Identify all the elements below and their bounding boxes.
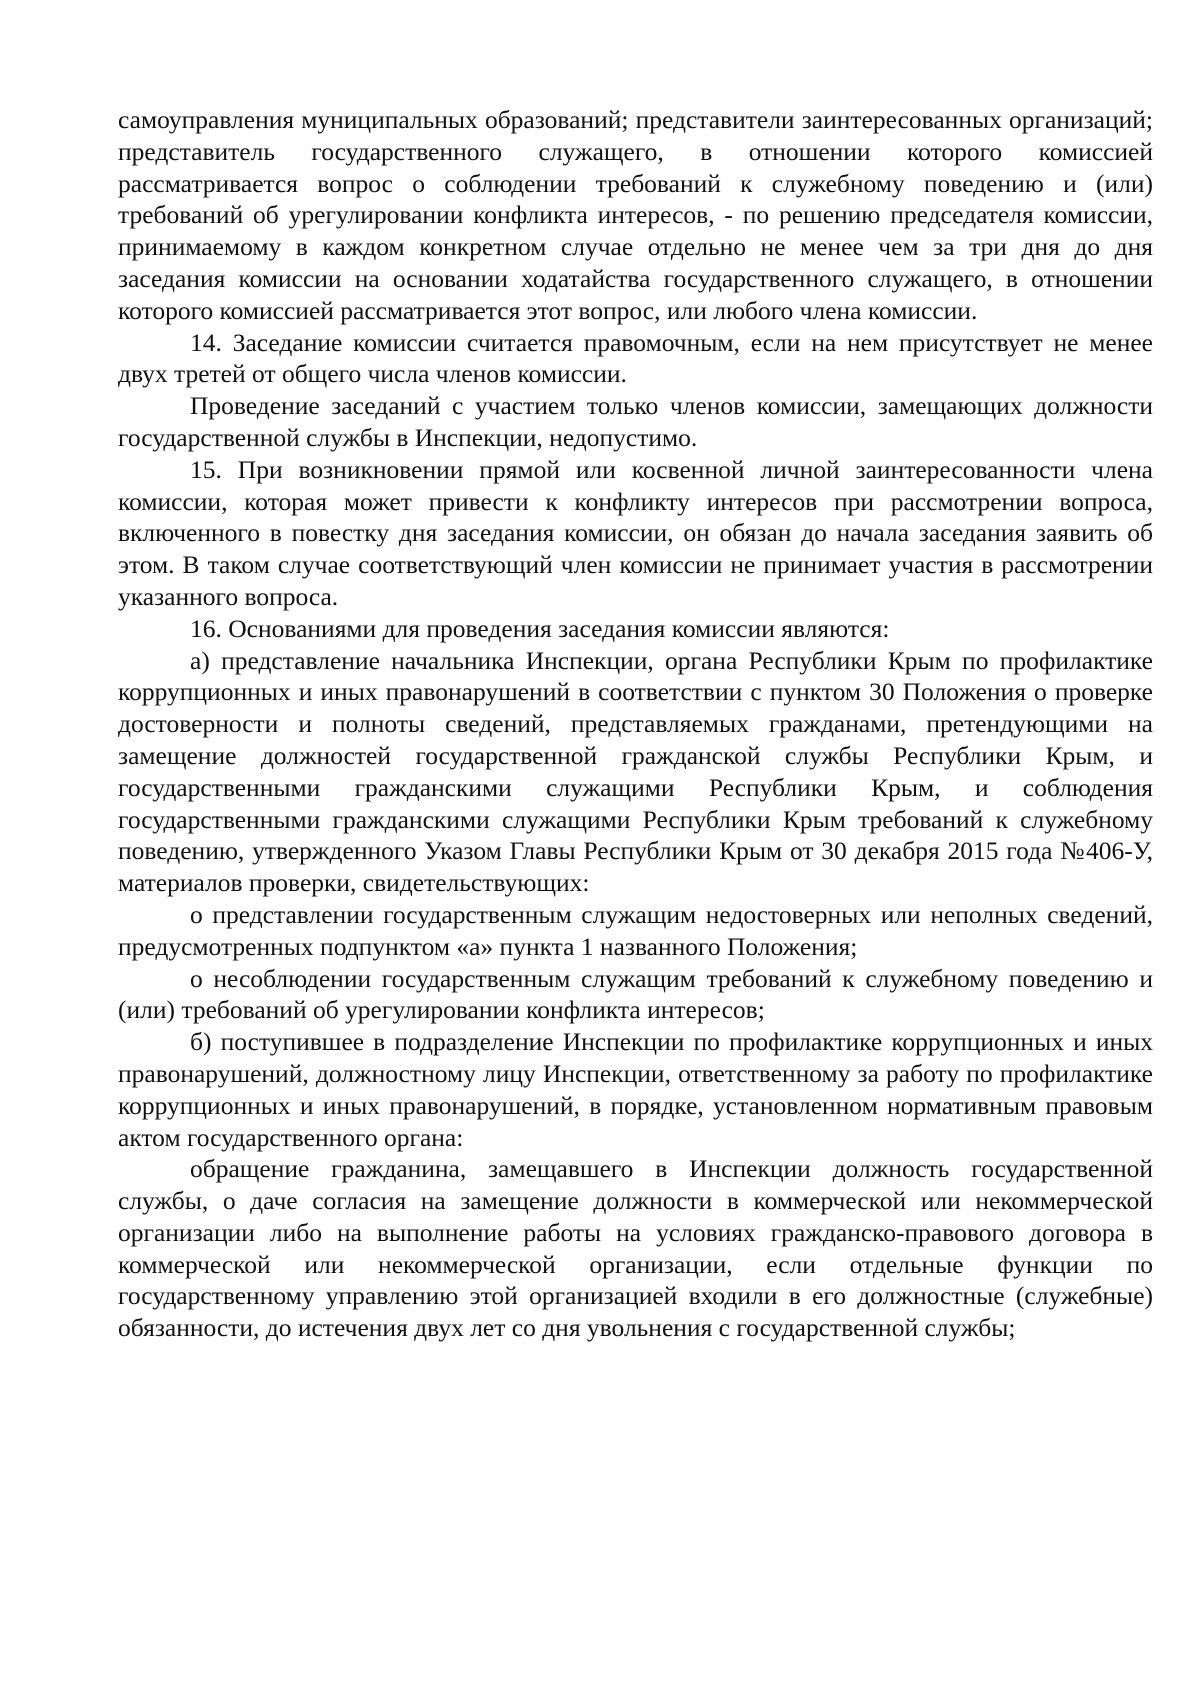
paragraph-item-16b: б) поступившее в подразделение Инспекции по профилактике коррупционных и иных правонарушений, должностному лицу Инспекции, ответственному за работу по профилактике коррупционных и иных правонарушений, в порядке, установленном нормативным правовым актом государственного органа: xyxy=(118,1027,1153,1152)
paragraph-item-16: 16. Основаниями для проведения заседания комиссии являются: xyxy=(190,613,890,643)
paragraph-item-14-note: Проведение заседаний с участием только членов комиссии, замещающих должности государственной службы в Инспекции, недопустимо. xyxy=(118,391,1153,452)
paragraph-item-16a-2: о несоблюдении государственным служащим требований к служебному поведению и (или) требований об урегулировании конфликта интересов; xyxy=(118,963,1153,1025)
paragraph-item-16a: а) представление начальника Инспекции, органа Республики Крым по профилактике коррупционных и иных правонарушений в соответствии с пунктом 30 Положения о проверке достоверности и полноты сведений, представляемых гражданами, претендующими на замещение должностей государственной гражданской службы Республики Крым, и государственными гражданскими служащими Республики Крым, и соблюдения государственными гражданскими служащими Республики Крым требований к служебному поведению, утвержденного Указом Главы Республики Крым от 30 декабря 2015 года №406-У, материалов проверки, свидетельствующих: xyxy=(118,645,1153,898)
paragraph-item-15: 15. При возникновении прямой или косвенной личной заинтересованности члена комиссии, которая может привести к конфликту интересов при рассмотрении вопроса, включенного в повестку дня заседания комиссии, он обязан до начала заседания заявить об этом. В таком случае соответствующий член комиссии не принимает участия в рассмотрении указанного вопроса. xyxy=(118,454,1153,611)
document-page xyxy=(118,104,1153,1344)
paragraph-item-16a-1: о представлении государственным служащим недостоверных или неполных сведений, предусмотренных подпунктом «а» пункта 1 названного Положения; xyxy=(118,899,1153,961)
paragraph-item-14: 14. Заседание комиссии считается правомочным, если на нем присутствует не менее двух третей от общего числа членов комиссии. xyxy=(118,327,1153,389)
paragraph-continuation: самоуправления муниципальных образований; представители заинтересованных организаций; представитель государственного служащего, в отношении которого комиссией рассматривается вопрос о соблюдении требований к служебному поведению и (или) требований об урегулировании конфликта интересов, - по решению председателя комиссии, принимаемому в каждом конкретном случае отдельно не менее чем за три дня до дня заседания комиссии на основании ходатайства государственного служащего, в отношении которого комиссией рассматривается этот вопрос, или любого члена комиссии. xyxy=(118,105,1153,325)
paragraph-item-16b-1: обращение гражданина, замещавшего в Инспекции должность государственной службы, о даче согласия на замещение должности в коммерческой или некоммерческой организации либо на выполнение работы на условиях гражданско-правового договора в коммерческой или некоммерческой организации, если отдельные функции по государственному управлению этой организацией входили в его должностные (служебные) обязанности, до истечения двух лет со дня увольнения с государственной службы; xyxy=(118,1154,1153,1343)
